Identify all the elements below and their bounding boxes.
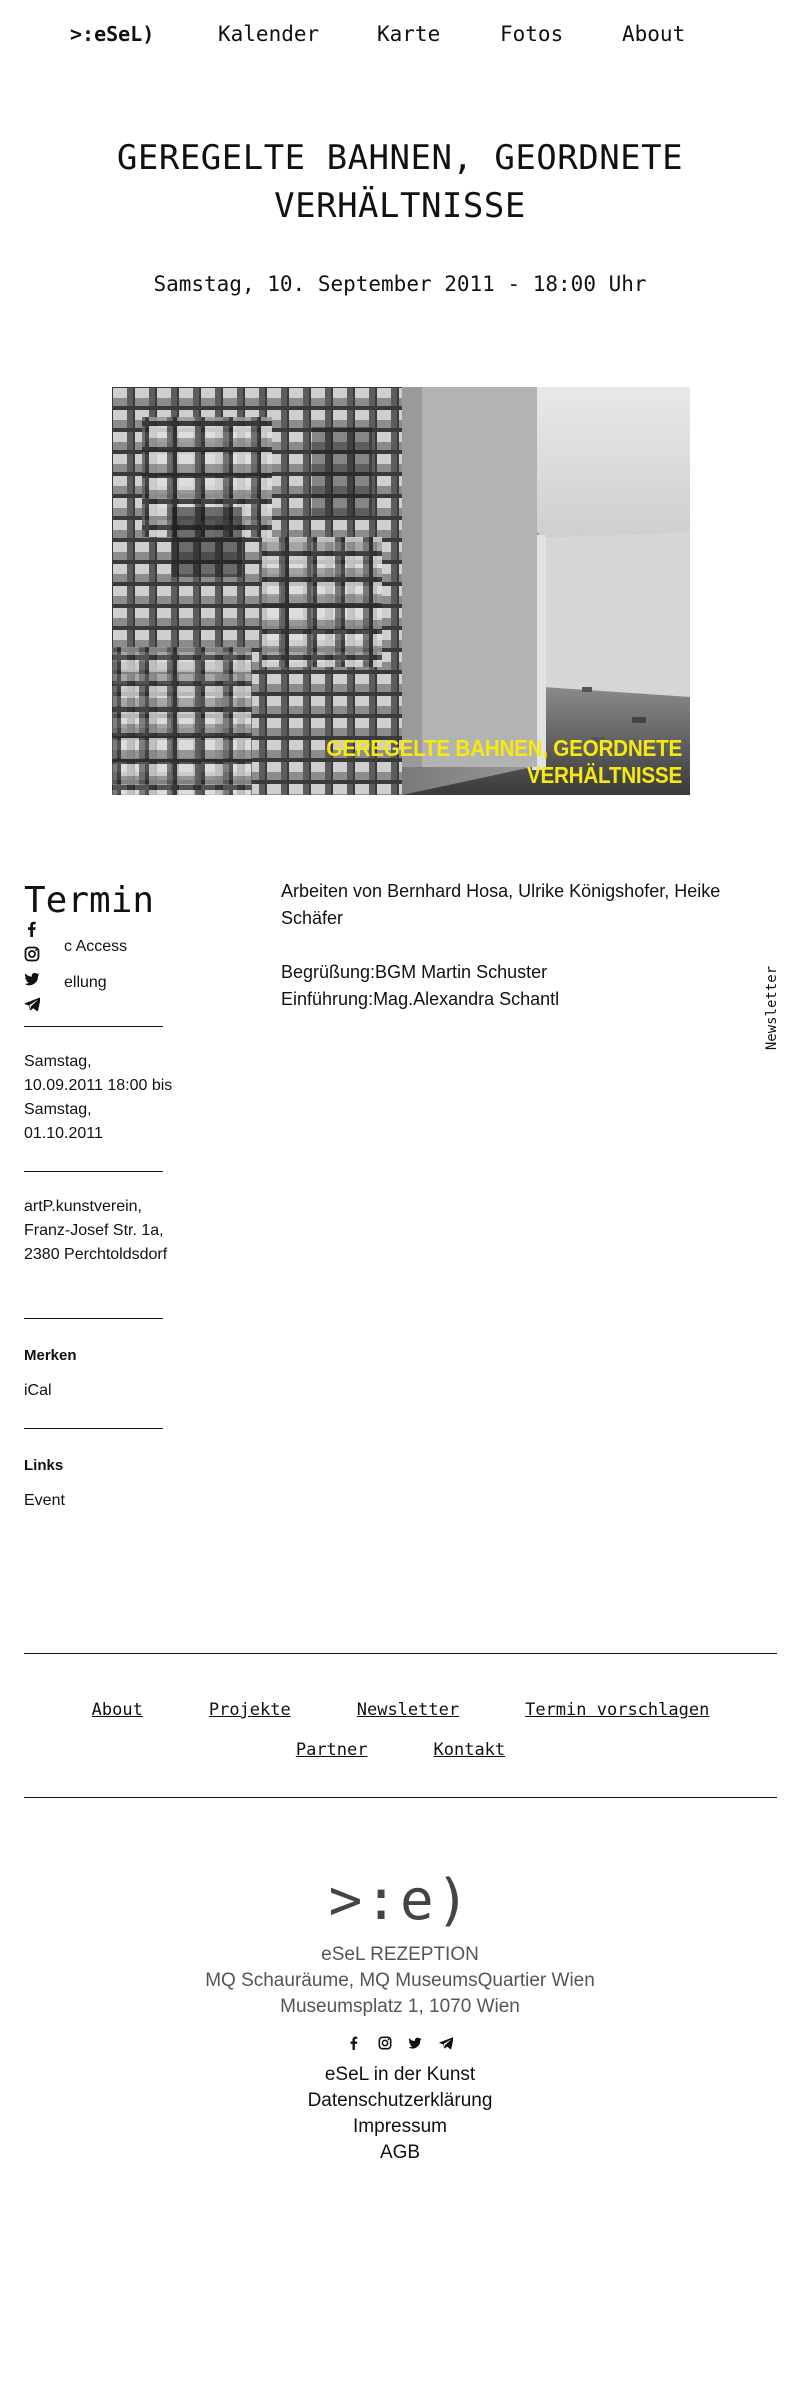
- footer-link-projekte[interactable]: Projekte: [208, 1700, 291, 1720]
- event-image: [112, 387, 690, 795]
- nav-fotos[interactable]: Fotos: [500, 22, 564, 46]
- sidebar-link-ausstellung[interactable]: ellung: [64, 974, 107, 991]
- sidebar-divider: [24, 1171, 163, 1172]
- page-title-line1: GEREGELTE BAHNEN, GEORDNETE: [116, 138, 684, 178]
- image-caption: GEREGELTE BAHNEN, GEORDNETE VERHÄLTNISSE: [326, 735, 682, 788]
- footer-nav: [24, 1690, 777, 1770]
- facebook-icon[interactable]: [24, 921, 40, 937]
- twitter-icon[interactable]: [24, 971, 40, 987]
- event-date-range: Samstag, 10.09.2011 18:00 bis Samstag, 01.10.2011: [24, 1053, 173, 1142]
- termin-heading: Termin: [24, 880, 155, 921]
- footer-link-agb[interactable]: AGB: [379, 2142, 421, 2163]
- event-date-heading: Samstag, 10. September 2011 - 18:00 Uhr: [153, 272, 647, 296]
- nav-karte[interactable]: Karte: [377, 22, 441, 46]
- footer-bottom-links: [0, 2062, 800, 2166]
- site-logo[interactable]: >:eSeL): [70, 22, 155, 46]
- page-title: [80, 134, 720, 230]
- nav-about[interactable]: About: [622, 22, 686, 46]
- footer-social-icons: [0, 2035, 800, 2053]
- footer-link-impressum[interactable]: Impressum: [353, 2116, 447, 2137]
- address-line-1: eSeL REZEPTION: [321, 1944, 479, 1965]
- sidebar-divider: [24, 1318, 163, 1319]
- footer-divider-top: [24, 1653, 777, 1654]
- footer-link-datenschutz[interactable]: Datenschutzerklärung: [307, 2090, 493, 2111]
- footer-link-partner[interactable]: Partner: [295, 1740, 368, 1760]
- share-icons: [24, 921, 44, 1021]
- speaker-intro: Einführung:Mag.Alexandra Schantl: [281, 989, 560, 1009]
- links-label: Links: [24, 1457, 64, 1474]
- footer-link-kontakt[interactable]: Kontakt: [433, 1740, 506, 1760]
- footer-link-termin-vorschlagen[interactable]: Termin vorschlagen: [525, 1700, 710, 1720]
- event-description: [281, 878, 751, 1040]
- sidebar-divider: [24, 1428, 163, 1429]
- sidebar-link-access[interactable]: c Access: [64, 938, 128, 955]
- footer-link-about[interactable]: About: [91, 1700, 143, 1720]
- speaker-welcome: Begrüßung:BGM Martin Schuster: [281, 962, 548, 982]
- facebook-icon[interactable]: [346, 2036, 362, 2052]
- address-line-2: MQ Schauräume, MQ MuseumsQuartier Wien: [205, 1970, 595, 1991]
- newsletter-tab[interactable]: Newsletter: [764, 965, 780, 1051]
- sidebar-divider: [24, 1026, 163, 1027]
- footer-link-newsletter[interactable]: Newsletter: [356, 1700, 460, 1720]
- footer-divider-bottom: [24, 1797, 777, 1798]
- twitter-icon[interactable]: [407, 2036, 423, 2052]
- speakers-paragraph: [281, 959, 751, 1013]
- artists-paragraph: Arbeiten von Bernhard Hosa, Ulrike Königshofer, Heike Schäfer: [281, 881, 721, 928]
- footer-link-esel-in-der-kunst[interactable]: eSeL in der Kunst: [324, 2064, 476, 2085]
- ical-link[interactable]: iCal: [24, 1382, 52, 1399]
- address-line-3: Museumsplatz 1, 1070 Wien: [280, 1996, 520, 2017]
- merken-label: Merken: [24, 1347, 77, 1364]
- footer-address: [0, 1942, 800, 2020]
- footer-logo[interactable]: >:e): [328, 1868, 472, 1933]
- nav-kalender[interactable]: Kalender: [218, 22, 320, 46]
- event-link[interactable]: Event: [24, 1492, 65, 1509]
- telegram-icon[interactable]: [438, 2036, 454, 2052]
- event-location: artP.kunstverein, Franz-Josef Str. 1a, 2380 Perchtoldsdorf: [24, 1198, 168, 1263]
- page-title-line2: VERHÄLTNISSE: [274, 186, 526, 226]
- instagram-icon[interactable]: [24, 946, 40, 962]
- telegram-icon[interactable]: [24, 996, 40, 1012]
- instagram-icon[interactable]: [377, 2036, 393, 2052]
- top-nav: [0, 22, 800, 52]
